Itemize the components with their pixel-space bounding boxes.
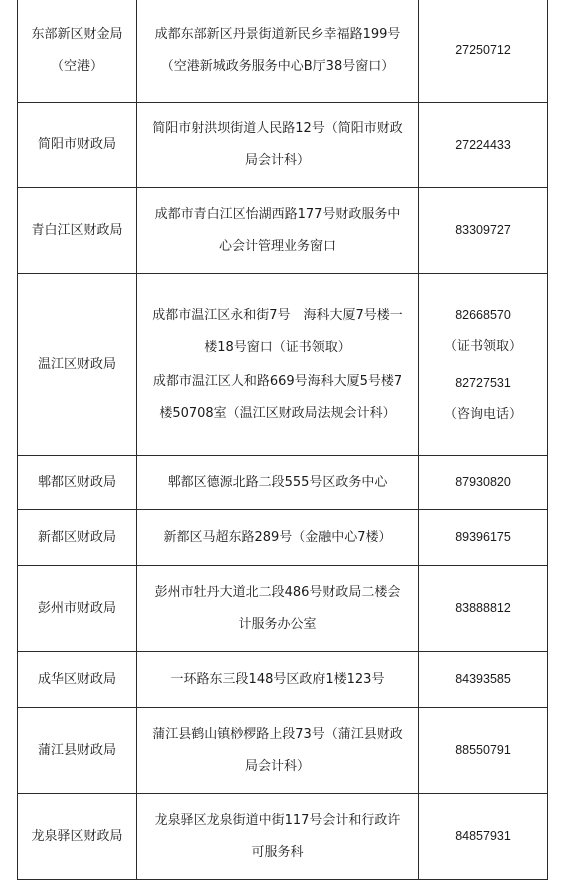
table-row (18, 794, 548, 880)
office-phone-cell (419, 794, 548, 880)
office-phone: 83309727 (455, 223, 511, 237)
office-phone-secondary (423, 367, 543, 431)
table-row (18, 0, 548, 103)
office-phone: 82727531 (455, 375, 511, 390)
office-address: 局会计科） (244, 153, 310, 168)
office-name-cell (18, 0, 137, 103)
office-address-cell (137, 794, 419, 880)
table-row (18, 510, 548, 566)
office-address: （空港新城政务服务中心B厅38号窗口） (160, 58, 395, 74)
finance-office-table (17, 0, 548, 880)
office-name: 蒲江县财政局 (37, 742, 116, 758)
office-phone: 82668570 (455, 307, 511, 322)
office-name-cell (18, 510, 137, 566)
table-row (18, 456, 548, 510)
office-name-cell (18, 188, 137, 274)
office-phone-note: （证书领取） (443, 338, 522, 354)
office-address: 彭州市牡丹大道北二段486号财政局二楼会 (154, 584, 401, 600)
table-row (18, 274, 548, 456)
office-name: 郫都区财政局 (37, 474, 116, 490)
office-name-cell (18, 274, 137, 456)
office-phone-cell (419, 103, 548, 188)
office-address-cell (137, 510, 419, 566)
office-address: 一环路东三段148号区政府1楼123号 (170, 671, 385, 687)
office-name-cell (18, 794, 137, 880)
office-name: 成华区财政局 (37, 671, 116, 687)
office-phone: 83888812 (455, 601, 511, 615)
office-address: 郫都区德源北路二段555号区政务中心 (167, 474, 388, 490)
office-name-cell (18, 566, 137, 652)
office-address: 楼50708室（温江区财政局法规会计科） (159, 405, 396, 421)
table-row (18, 103, 548, 188)
office-phone-cell (419, 0, 548, 103)
office-address: 龙泉驿区龙泉街道中街117号会计和行政许 (154, 812, 401, 828)
table-row (18, 566, 548, 652)
office-name-cell (18, 103, 137, 188)
office-name-cell (18, 708, 137, 794)
office-phone-cell (419, 566, 548, 652)
office-address-cell (137, 708, 419, 794)
office-phone-primary (423, 299, 543, 363)
office-name: 青白江区财政局 (31, 222, 123, 238)
office-phone: 87930820 (455, 475, 511, 489)
office-address-cell (137, 0, 419, 103)
office-address-secondary (141, 366, 414, 430)
office-phone: 84393585 (455, 672, 511, 686)
office-address: 可服务科 (251, 844, 304, 860)
office-address-cell (137, 652, 419, 708)
office-name-note: （空港） (50, 58, 103, 74)
office-phone-cell (419, 708, 548, 794)
office-phone-cell (419, 188, 548, 274)
office-address-cell (137, 566, 419, 652)
table-row (18, 652, 548, 708)
office-address-cell (137, 188, 419, 274)
office-address: 成都市青白江区怡湖西路177号财政服务中 (154, 206, 401, 222)
office-name-cell (18, 456, 137, 510)
office-address: 简阳市射洪坝街道人民路12号（简阳市财政 (152, 121, 403, 136)
office-address-cell (137, 456, 419, 510)
office-address: 新都区马超东路289号（金融中心7楼） (163, 529, 392, 545)
office-address: 计服务办公室 (238, 616, 317, 632)
office-name: 温江区财政局 (37, 356, 116, 372)
office-phone: 27250712 (455, 43, 511, 57)
office-phone-cell (419, 456, 548, 510)
office-address-cell (137, 103, 419, 188)
office-address: 成都市温江区人和路669号海科大厦5号楼7 (152, 373, 403, 389)
office-address: 成都市温江区永和街7号 海科大厦7号楼一 (152, 307, 403, 323)
office-address: 成都东部新区丹景街道新民乡幸福路199号 (154, 26, 401, 42)
office-address: 楼18号窗口（证书领取） (204, 339, 351, 355)
office-phone-cell (419, 274, 548, 456)
office-phone: 84857931 (455, 829, 511, 843)
office-name: 龙泉驿区财政局 (31, 828, 123, 844)
table-row (18, 188, 548, 274)
office-phone-cell (419, 652, 548, 708)
office-address: 心会计管理业务窗口 (218, 238, 336, 254)
office-phone-note: （咨询电话） (443, 406, 522, 422)
office-name: 简阳市财政局 (37, 137, 116, 152)
office-address: 蒲江县鹤山镇桫椤路上段73号（蒲江县财政 (152, 726, 403, 742)
office-name-cell (18, 652, 137, 708)
office-name: 新都区财政局 (37, 529, 116, 545)
office-address-cell (137, 274, 419, 456)
office-name: 东部新区财金局 (31, 26, 123, 42)
office-phone: 88550791 (455, 743, 511, 757)
office-address-primary (141, 300, 414, 364)
office-phone: 27224433 (455, 137, 511, 152)
office-name: 彭州市财政局 (37, 600, 116, 616)
office-address: 局会计科） (244, 758, 310, 774)
office-phone-cell (419, 510, 548, 566)
table-row (18, 708, 548, 794)
office-phone: 89396175 (455, 530, 511, 544)
